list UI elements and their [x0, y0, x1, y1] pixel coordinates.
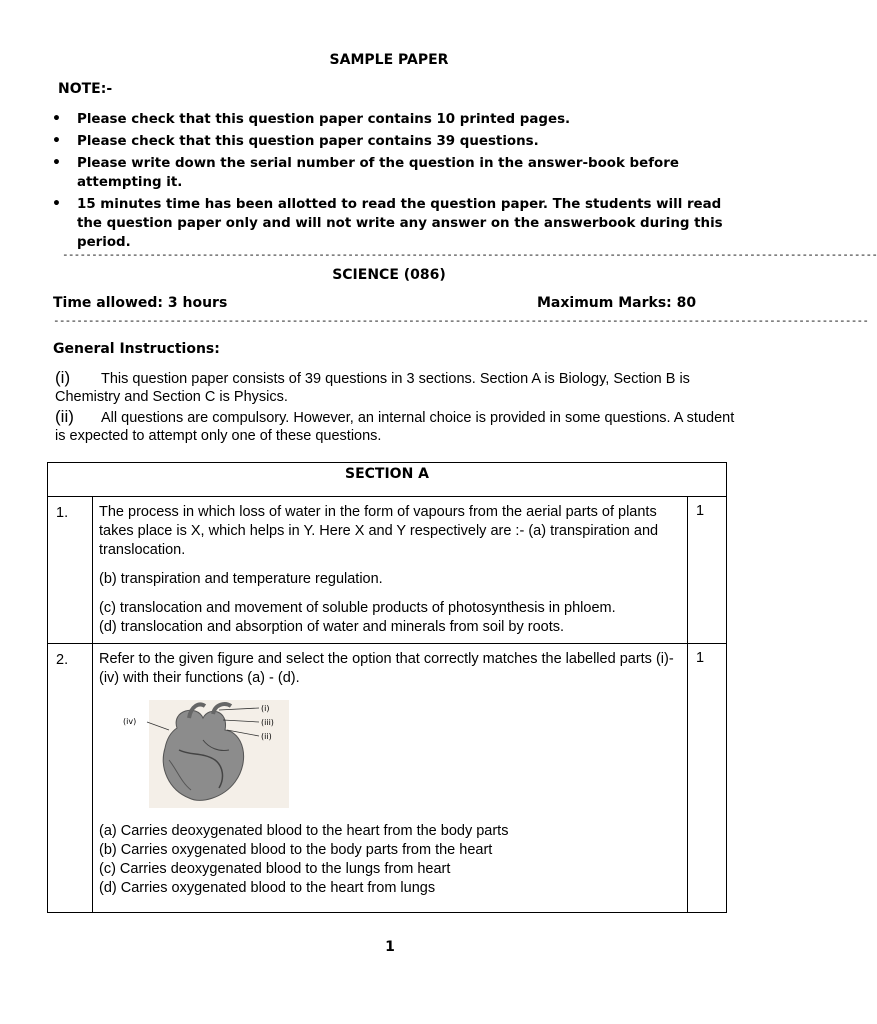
note-item — [50, 110, 730, 129]
question-option: (c) Carries deoxygenated blood to the lungs from heart — [99, 861, 451, 877]
note-item — [50, 154, 730, 192]
maximum-marks: Maximum Marks: 80 — [537, 295, 697, 311]
bullet-icon: • — [52, 111, 61, 127]
question-body — [93, 644, 688, 913]
question-option: (a) Carries deoxygenated blood to the heart from the body parts — [99, 823, 509, 839]
instruction-item — [55, 408, 735, 445]
question-number: 1. — [48, 497, 93, 644]
page-number: 1 — [385, 939, 395, 955]
instruction-item — [55, 369, 735, 406]
instruction-number: (i) — [55, 368, 71, 387]
notes-list — [50, 110, 730, 255]
bullet-icon: • — [52, 155, 61, 171]
instruction-text: This question paper consists of 39 questions in 3 sections. Section A is Biology, Section B is Chemistry and Section C is Physics. — [55, 371, 690, 405]
question-number: 2. — [48, 644, 93, 913]
section-header-row — [48, 463, 727, 497]
note-text: Please write down the serial number of the question in the answer-book before attempting it. — [77, 156, 679, 190]
note-item — [50, 195, 730, 252]
question-marks: 1 — [688, 497, 727, 644]
bullet-icon: • — [52, 133, 61, 149]
questions-table — [47, 462, 727, 913]
question-row — [48, 497, 727, 644]
figure-label: (iv) — [123, 717, 137, 726]
question-option: (c) translocation and movement of soluble products of photosynthesis in phloem. — [99, 600, 616, 616]
heart-figure — [119, 700, 299, 810]
question-stem: Refer to the given figure and select the option that correctly matches the labelled parts (i)-(iv) with their functions (a) - (d). — [99, 651, 674, 686]
general-instructions-heading: General Instructions: — [53, 341, 220, 357]
question-option: (b) Carries oxygenated blood to the body parts from the heart — [99, 842, 493, 858]
note-item — [50, 132, 730, 151]
note-label: NOTE:- — [58, 81, 113, 97]
question-stem: The process in which loss of water in the form of vapours from the aerial parts of plants takes place is X, which helps in Y. Here X and Y respectively are :- (a) transpiration and translocation. — [99, 504, 659, 558]
note-text: 15 minutes time has been allotted to read the question paper. The students will read the question paper only and will not write any answer on the answerbook during this period. — [77, 197, 723, 250]
divider-line: -------------------------------------------------------------------------------------------------------------------------------------------- — [62, 248, 877, 261]
note-text: Please check that this question paper contains 39 questions. — [77, 134, 539, 149]
divider-line: -------------------------------------------------------------------------------------------------------------------------------------------- — [53, 314, 869, 327]
note-text: Please check that this question paper contains 10 printed pages. — [77, 112, 571, 127]
subject-title: SCIENCE (086) — [332, 267, 446, 283]
question-marks: 1 — [688, 644, 727, 913]
figure-label: (iii) — [261, 718, 274, 727]
instruction-text: All questions are compulsory. However, an internal choice is provided in some questions. A student is expected to attempt only one of these questions. — [55, 410, 735, 444]
question-option: (d) translocation and absorption of water and minerals from soil by roots. — [99, 619, 565, 635]
instruction-number: (ii) — [55, 407, 74, 426]
heart-diagram-icon — [119, 700, 299, 810]
bullet-icon: • — [52, 196, 61, 212]
question-option: (b) transpiration and temperature regulation. — [99, 571, 383, 587]
question-body — [93, 497, 688, 644]
figure-label: (ii) — [261, 732, 272, 741]
question-row — [48, 644, 727, 913]
figure-label: (i) — [261, 704, 270, 713]
section-title: SECTION A — [48, 463, 727, 497]
page-title: SAMPLE PAPER — [329, 52, 449, 68]
time-allowed: Time allowed: 3 hours — [53, 295, 228, 311]
question-option: (d) Carries oxygenated blood to the heart from lungs — [99, 880, 436, 896]
